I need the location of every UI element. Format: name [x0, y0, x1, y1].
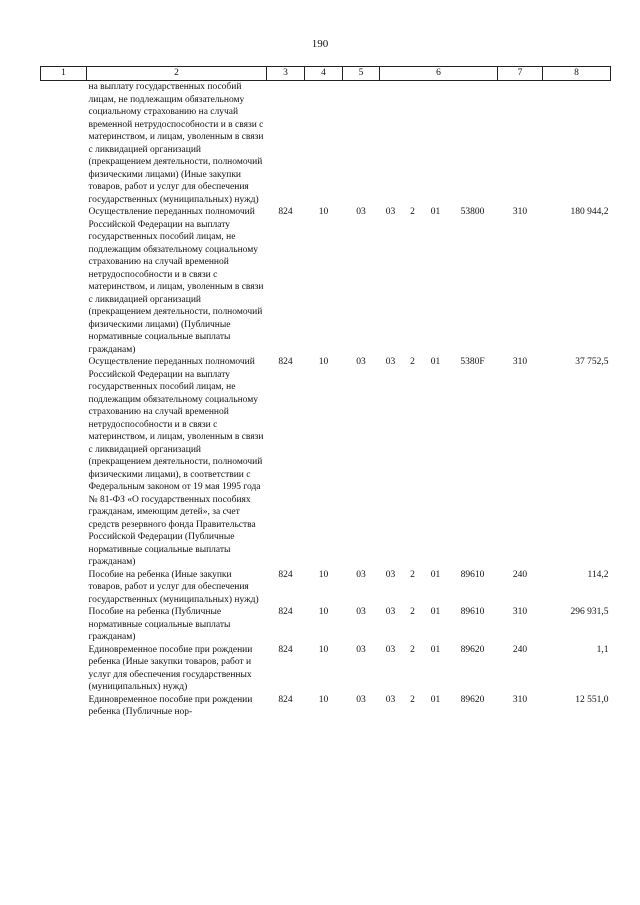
- table-row: [41, 356, 611, 569]
- table-row: [41, 81, 611, 207]
- row-description: Единовременное пособие при рождении ребенка (Иные закупки товаров, работ и услуг для обеспечения государственных (муниципальных) нужд): [88, 644, 253, 692]
- cell-direction-code: 89620: [460, 644, 485, 655]
- empty-cell: [41, 356, 87, 569]
- row-description: на выплату государственных пособий лицам, не подлежащим обязательному социальному страхованию на случай временной нетрудоспособности и в связи с материнством, и лицам, уволенным в связи с ликвидацией организаций (прекращением деятельности, полномочий физическими лицами) (Иные закупки товаров, работ и услуг для обеспечения государственных (муниципальных) нужд): [88, 82, 264, 205]
- cell-subprogram-code: 2: [410, 207, 415, 217]
- column-header: 7: [498, 67, 543, 81]
- cell-activity-code: 01: [430, 644, 441, 655]
- column-header: 5: [343, 67, 380, 81]
- cell-expense-type: 310: [512, 694, 528, 705]
- cell-subsection-code: [343, 81, 380, 207]
- cell-direction-code: 89610: [460, 607, 485, 617]
- cell-amount: 1,1: [596, 644, 609, 655]
- row-description: Пособие на ребенка (Иные закупки товаров, работ и услуг для обеспечения государственных (муниципальных) нужд): [88, 569, 259, 605]
- cell-section-code: 10: [318, 569, 329, 580]
- cell-program-code: 03: [385, 607, 396, 617]
- cell-subprogram-code: 2: [410, 607, 415, 617]
- cell-amount: 180 944,2: [570, 207, 609, 217]
- empty-cell: [41, 644, 87, 694]
- empty-cell: [41, 606, 87, 644]
- cell-direction-code: 5380F: [460, 357, 485, 367]
- cell-subprogram-code: 2: [410, 357, 415, 367]
- column-header: 2: [87, 67, 267, 81]
- row-description: Осуществление переданных полномочий Российской Федерации на выплату государственных пособий лицам, не подлежащим обязательному социальному страхованию на случай временной нетрудоспособности и в связи с материнством, и лицам, уволенным в связи с ликвидацией организаций (прекращением деятельности, полномочий физическими лицами), в соответствии с Федеральным законом от 19 мая 1995 года № 81-ФЗ «О государственных пособиях гражданам, имеющим детей», за счет средств резервного фонда Правительства Российской Федерации (Публичные нормативные социальные выплаты гражданам): [88, 357, 264, 567]
- cell-direction-code: [448, 81, 498, 207]
- cell-ministry-code: [267, 81, 305, 207]
- header-row: [41, 67, 611, 81]
- cell-expense-type: 310: [512, 357, 528, 367]
- cell-subsection-code: 03: [356, 694, 366, 705]
- row-description: Осуществление переданных полномочий Российской Федерации на выплату государственных пособий лицам, не подлежащим обязательному социальному страхованию на случай временной нетрудоспособности и в связи с материнством, и лицам, уволенным в связи с ликвидацией организаций (прекращением деятельности, полномочий физическими лицами) (Публичные нормативные социальные выплаты гражданам): [88, 207, 264, 355]
- cell-program-code: 03: [385, 644, 396, 655]
- cell-ministry-code: 824: [278, 207, 293, 217]
- column-header: 1: [41, 67, 87, 81]
- cell-activity-code: 01: [430, 207, 441, 217]
- cell-program-code: 03: [385, 207, 396, 217]
- cell-program-code: 03: [385, 694, 396, 705]
- cell-ministry-code: 824: [278, 607, 293, 617]
- cell-section-code: 10: [318, 607, 329, 617]
- cell-amount: 296 931,5: [570, 607, 609, 617]
- table-row: [41, 694, 611, 719]
- cell-program-code: 03: [385, 357, 396, 367]
- cell-subprogram-code: 2: [410, 694, 415, 705]
- cell-subsection-code: 03: [356, 357, 366, 367]
- empty-cell: [41, 569, 87, 607]
- cell-subsection-code: 03: [356, 569, 366, 580]
- cell-amount: [543, 81, 611, 207]
- column-header: 6: [380, 67, 498, 81]
- cell-activity-code: 01: [430, 607, 441, 617]
- cell-activity-code: 01: [430, 694, 441, 705]
- cell-ministry-code: 824: [278, 569, 293, 580]
- cell-expense-type: 240: [512, 569, 528, 580]
- cell-section-code: [305, 81, 343, 207]
- cell-program-code: [380, 81, 402, 207]
- cell-activity-code: 01: [430, 357, 441, 367]
- empty-cell: [41, 694, 87, 719]
- table-body: [41, 81, 611, 719]
- cell-expense-type: 310: [512, 607, 528, 617]
- cell-subsection-code: 03: [356, 607, 366, 617]
- cell-section-code: 10: [318, 357, 329, 367]
- cell-subsection-code: 03: [356, 207, 366, 217]
- table-row: [41, 644, 611, 694]
- cell-activity-code: 01: [430, 569, 441, 580]
- cell-amount: 37 752,5: [575, 357, 609, 367]
- cell-ministry-code: 824: [278, 644, 293, 655]
- cell-section-code: 10: [318, 207, 329, 217]
- row-description: Пособие на ребенка (Публичные нормативные социальные выплаты гражданам): [88, 607, 231, 642]
- cell-amount: 12 551,0: [575, 694, 609, 705]
- cell-expense-type: 310: [512, 207, 528, 217]
- cell-program-code: 03: [385, 569, 396, 580]
- column-header: 8: [543, 67, 611, 81]
- empty-cell: [41, 81, 87, 207]
- column-header: 3: [267, 67, 305, 81]
- budget-table: [40, 66, 611, 719]
- cell-subprogram-code: 2: [410, 569, 415, 580]
- cell-direction-code: 89610: [460, 569, 485, 580]
- cell-expense-type: 240: [512, 644, 528, 655]
- empty-cell: [41, 206, 87, 356]
- table-row: [41, 569, 611, 607]
- table-row: [41, 206, 611, 356]
- column-header: 4: [305, 67, 343, 81]
- cell-subprogram-code: [402, 81, 424, 207]
- page-number: 190: [311, 38, 329, 50]
- cell-subprogram-code: 2: [410, 644, 415, 655]
- cell-section-code: 10: [318, 644, 329, 655]
- cell-ministry-code: 824: [278, 357, 293, 367]
- cell-direction-code: 53800: [460, 207, 485, 217]
- cell-activity-code: [424, 81, 448, 207]
- cell-ministry-code: 824: [278, 694, 293, 705]
- table-row: [41, 606, 611, 644]
- cell-expense-type: [498, 81, 543, 207]
- cell-section-code: 10: [318, 694, 329, 705]
- cell-subsection-code: 03: [356, 644, 366, 655]
- cell-amount: 114,2: [587, 569, 609, 580]
- cell-direction-code: 89620: [460, 694, 485, 705]
- row-description: Единовременное пособие при рождении ребенка (Публичные нор-: [88, 694, 253, 717]
